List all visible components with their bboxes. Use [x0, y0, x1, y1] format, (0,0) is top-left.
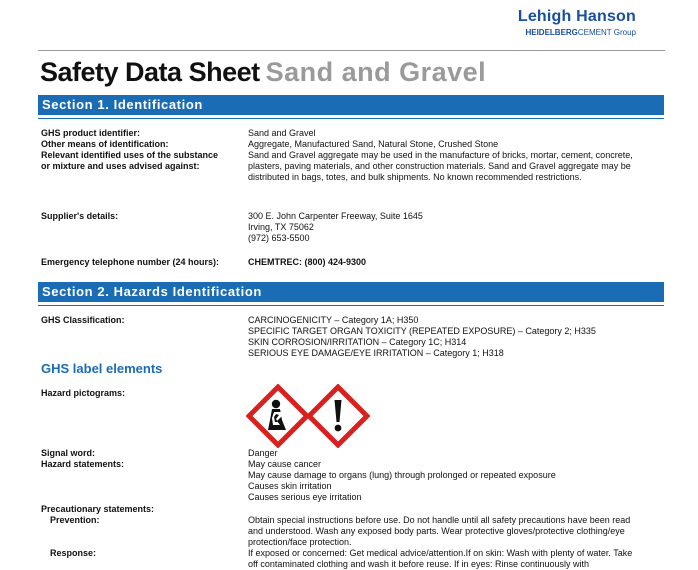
product-name: Sand and Gravel [265, 57, 487, 87]
prevention-label: Prevention: [50, 515, 100, 525]
supplier-label: Supplier's details: [41, 211, 119, 221]
section-2-underline [38, 305, 664, 306]
uses-label-line2: or mixture and uses advised against: [41, 161, 200, 171]
classification-item: CARCINOGENICITY – Category 1A; H350 [248, 315, 419, 325]
exclamation-mark-icon [306, 384, 370, 448]
uses-value: Sand and Gravel aggregate may be used in the manufacture of bricks, mortar, cement, concrete, plasters, paving materials, and other construction materials. Sand and Gravel aggregate may be distributed in bags, totes, and bulk shipments. No known recommended restrictions. [248, 150, 633, 182]
doc-title-text: Safety Data Sheet [40, 57, 260, 87]
ghs-identifier-value: Sand and Gravel [248, 128, 316, 138]
other-means-value: Aggregate, Manufactured Sand, Natural Stone, Crushed Stone [248, 139, 499, 149]
other-means-label: Other means of identification: [41, 139, 169, 149]
header-divider [38, 50, 665, 51]
classification-item: SKIN CORROSION/IRRITATION – Category 1C; H314 [248, 337, 467, 347]
ghs-label-elements-heading: GHS label elements [41, 361, 163, 376]
hazard-statement: May cause damage to organs (lung) through prolonged or repeated exposure [248, 470, 556, 480]
classification-item: SPECIFIC TARGET ORGAN TOXICITY (REPEATED EXPOSURE) – Category 2; H335 [248, 326, 596, 336]
prevention-value: Obtain special instructions before use. Do not handle until all safety precautions have been read and understood. Wash any exposed body parts. Wear protective gloves/protective clothing/eye protection/face protection. [248, 515, 631, 547]
health-hazard-icon [246, 384, 310, 448]
company-logo-subtitle: HEIDELBERGCEMENT Group [525, 28, 636, 37]
hazard-statement: Causes serious eye irritation [248, 492, 362, 502]
response-label: Response: [50, 548, 97, 558]
hazard-pictograms-label: Hazard pictograms: [41, 388, 126, 398]
emergency-value: CHEMTREC: (800) 424-9300 [248, 257, 367, 267]
document-title [40, 57, 486, 88]
supplier-address-line2: Irving, TX 75062 [248, 222, 314, 232]
uses-label-line1: Relevant identified uses of the substance [41, 150, 219, 160]
signal-word-label: Signal word: [41, 448, 95, 458]
supplier-address-line1: 300 E. John Carpenter Freeway, Suite 1645 [248, 211, 423, 221]
signal-word-value: Danger [248, 448, 278, 458]
hazard-statements-label: Hazard statements: [41, 459, 125, 469]
ghs-identifier-label: GHS product identifier: [41, 128, 140, 138]
section-1-header: Section 1. Identification [38, 95, 664, 115]
section-2-header: Section 2. Hazards Identification [38, 282, 664, 302]
company-logo-name: Lehigh Hanson [517, 8, 636, 25]
supplier-phone: (972) 653-5500 [248, 233, 310, 243]
classification-item: SERIOUS EYE DAMAGE/EYE IRRITATION – Category 1; H318 [248, 348, 504, 358]
response-value: If exposed or concerned: Get medical advice/attention.If on skin: Wash with plenty of water. Take off contaminated clothing and wash it before reuse. If in eyes: Rinse continuously with [248, 548, 633, 569]
ghs-classification-label: GHS Classification: [41, 315, 125, 325]
hazard-statement: Causes skin irritation [248, 481, 332, 491]
precautionary-statements-label: Precautionary statements: [41, 504, 155, 514]
emergency-label: Emergency telephone number (24 hours): [41, 257, 220, 267]
section-1-underline [38, 118, 664, 119]
hazard-statement: May cause cancer [248, 459, 322, 469]
